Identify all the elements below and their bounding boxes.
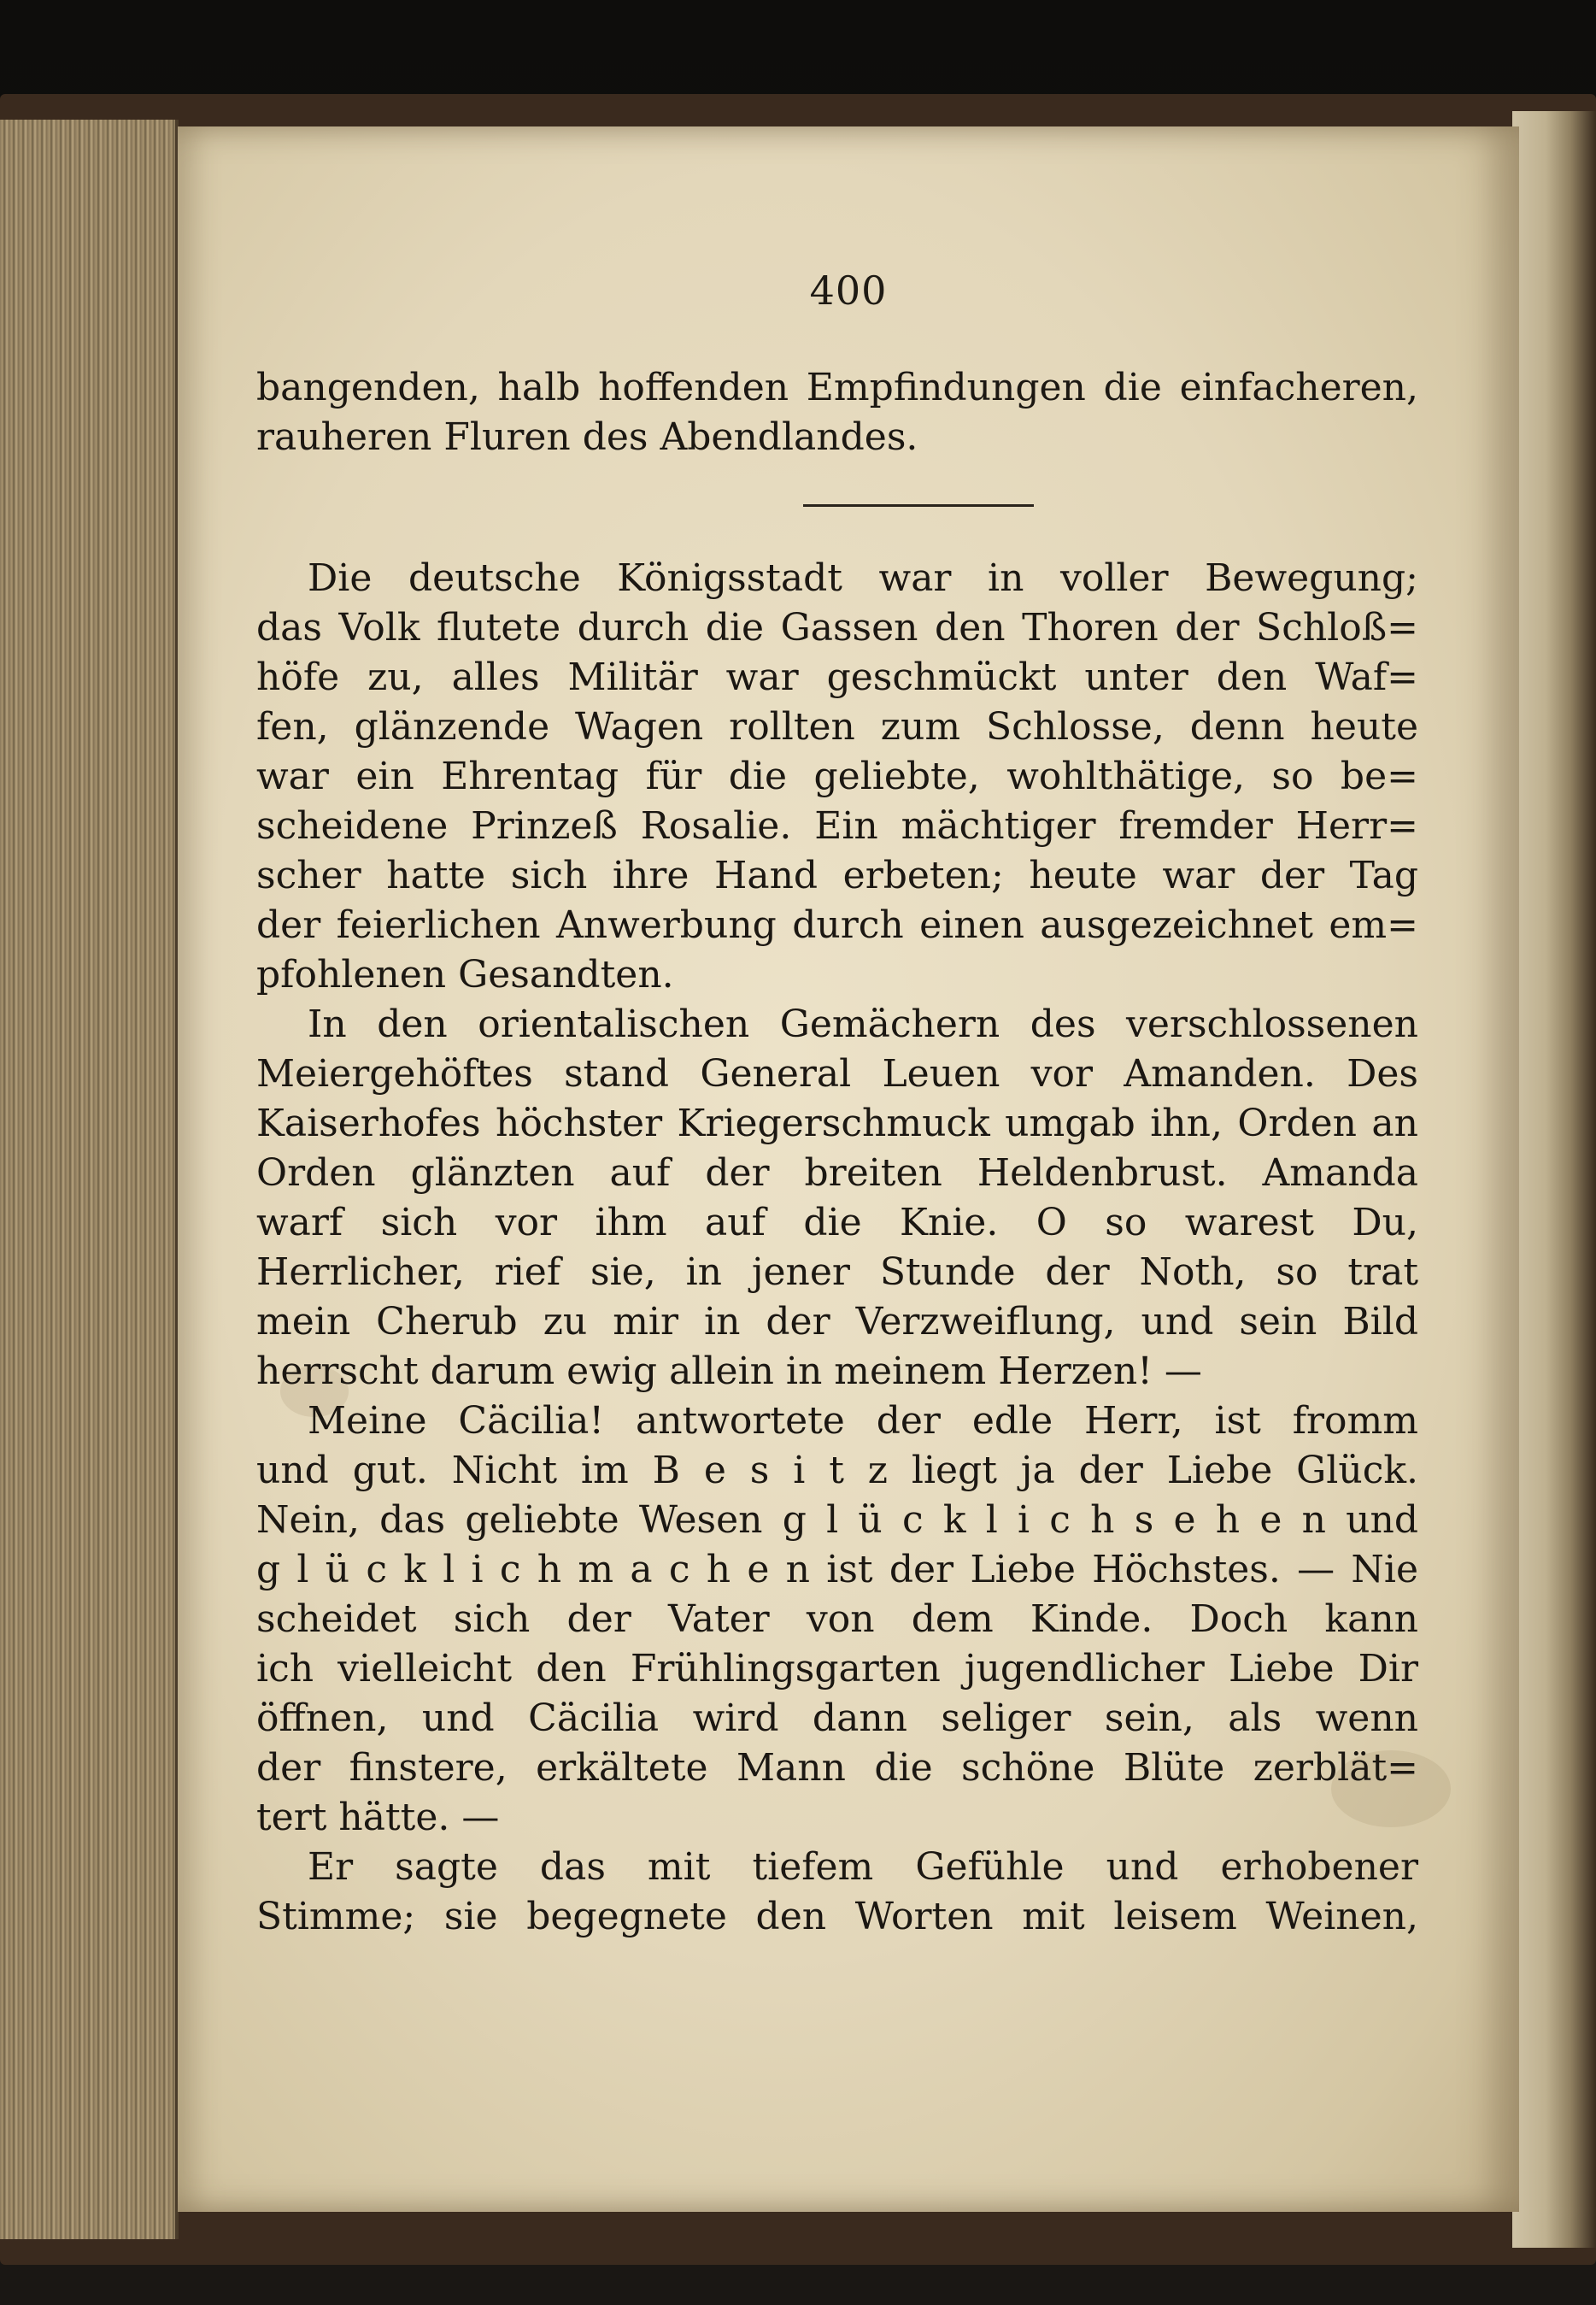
- text-line: In den orientalischen Gemächern des verschlossenen: [308, 1003, 1418, 1046]
- text-line: rauheren Fluren des Abendlandes.: [256, 415, 918, 459]
- text-line: Die deutsche Königsstadt war in voller Bewegung;: [308, 556, 1418, 600]
- text-line: Herrlicher, rief sie, in jener Stunde der Noth, so trat: [256, 1250, 1418, 1294]
- text-line: scheidene Prinzeß Rosalie. Ein mächtiger fremder Herr=: [256, 804, 1418, 848]
- text-line: Nein, das geliebte Wesen g l ü c k l i c h s e h e n und: [256, 1498, 1418, 1542]
- text-line: Meine Cäcilia! antwortete der edle Herr, ist fromm: [308, 1399, 1418, 1443]
- section-divider: [803, 504, 1034, 507]
- text-line: Meiergehöftes stand General Leuen vor Amanden. Des: [256, 1052, 1418, 1096]
- text-line: Er sagte das mit tiefem Gefühle und erhobener: [308, 1845, 1418, 1889]
- text-line: herrscht darum ewig allein in meinem Herzen! —: [256, 1349, 1202, 1393]
- text-line: tert hätte. —: [256, 1796, 500, 1839]
- text-line: mein Cherub zu mir in der Verzweiflung, und sein Bild: [256, 1300, 1418, 1344]
- text-line: warf sich vor ihm auf die Knie. O so warest Du,: [256, 1201, 1418, 1244]
- text-line: höfe zu, alles Militär war geschmückt unter den Waf=: [256, 656, 1418, 699]
- page-number: 400: [809, 268, 888, 314]
- right-page-stack: [1512, 111, 1596, 2248]
- text-line: pfohlenen Gesandten.: [256, 953, 674, 997]
- text-line: der feierlichen Anwerbung durch einen ausgezeichnet em=: [256, 903, 1418, 947]
- text-line: scheidet sich der Vater von dem Kinde. Doch kann: [256, 1597, 1418, 1641]
- text-line: scher hatte sich ihre Hand erbeten; heute war der Tag: [256, 854, 1418, 897]
- text-line: g l ü c k l i c h m a c h e n ist der Liebe Höchstes. — Nie: [256, 1548, 1418, 1591]
- text-line: öffnen, und Cäcilia wird dann seliger sein, als wenn: [256, 1696, 1418, 1740]
- text-line: fen, glänzende Wagen rollten zum Schlosse, denn heute: [256, 705, 1418, 749]
- text-line: bangenden, halb hoffenden Empfindungen die einfacheren,: [256, 366, 1418, 409]
- text-line: ich vielleicht den Frühlingsgarten jugendlicher Liebe Dir: [256, 1647, 1418, 1691]
- text-line: das Volk flutete durch die Gassen den Thoren der Schloß=: [256, 606, 1418, 650]
- text-line: Stimme; sie begegnete den Worten mit leisem Weinen,: [256, 1895, 1418, 1938]
- left-page-stack: [0, 120, 179, 2239]
- text-line: Kaiserhofes höchster Kriegerschmuck umgab ihn, Orden an: [256, 1102, 1418, 1145]
- text-line: der finstere, erkältete Mann die schöne Blüte zerblät=: [256, 1746, 1418, 1790]
- text-line: und gut. Nicht im B e s i t z liegt ja der Liebe Glück.: [256, 1449, 1418, 1492]
- text-line: war ein Ehrentag für die geliebte, wohlthätige, so be=: [256, 755, 1418, 798]
- text-line: Orden glänzten auf der breiten Heldenbrust. Amanda: [256, 1151, 1418, 1195]
